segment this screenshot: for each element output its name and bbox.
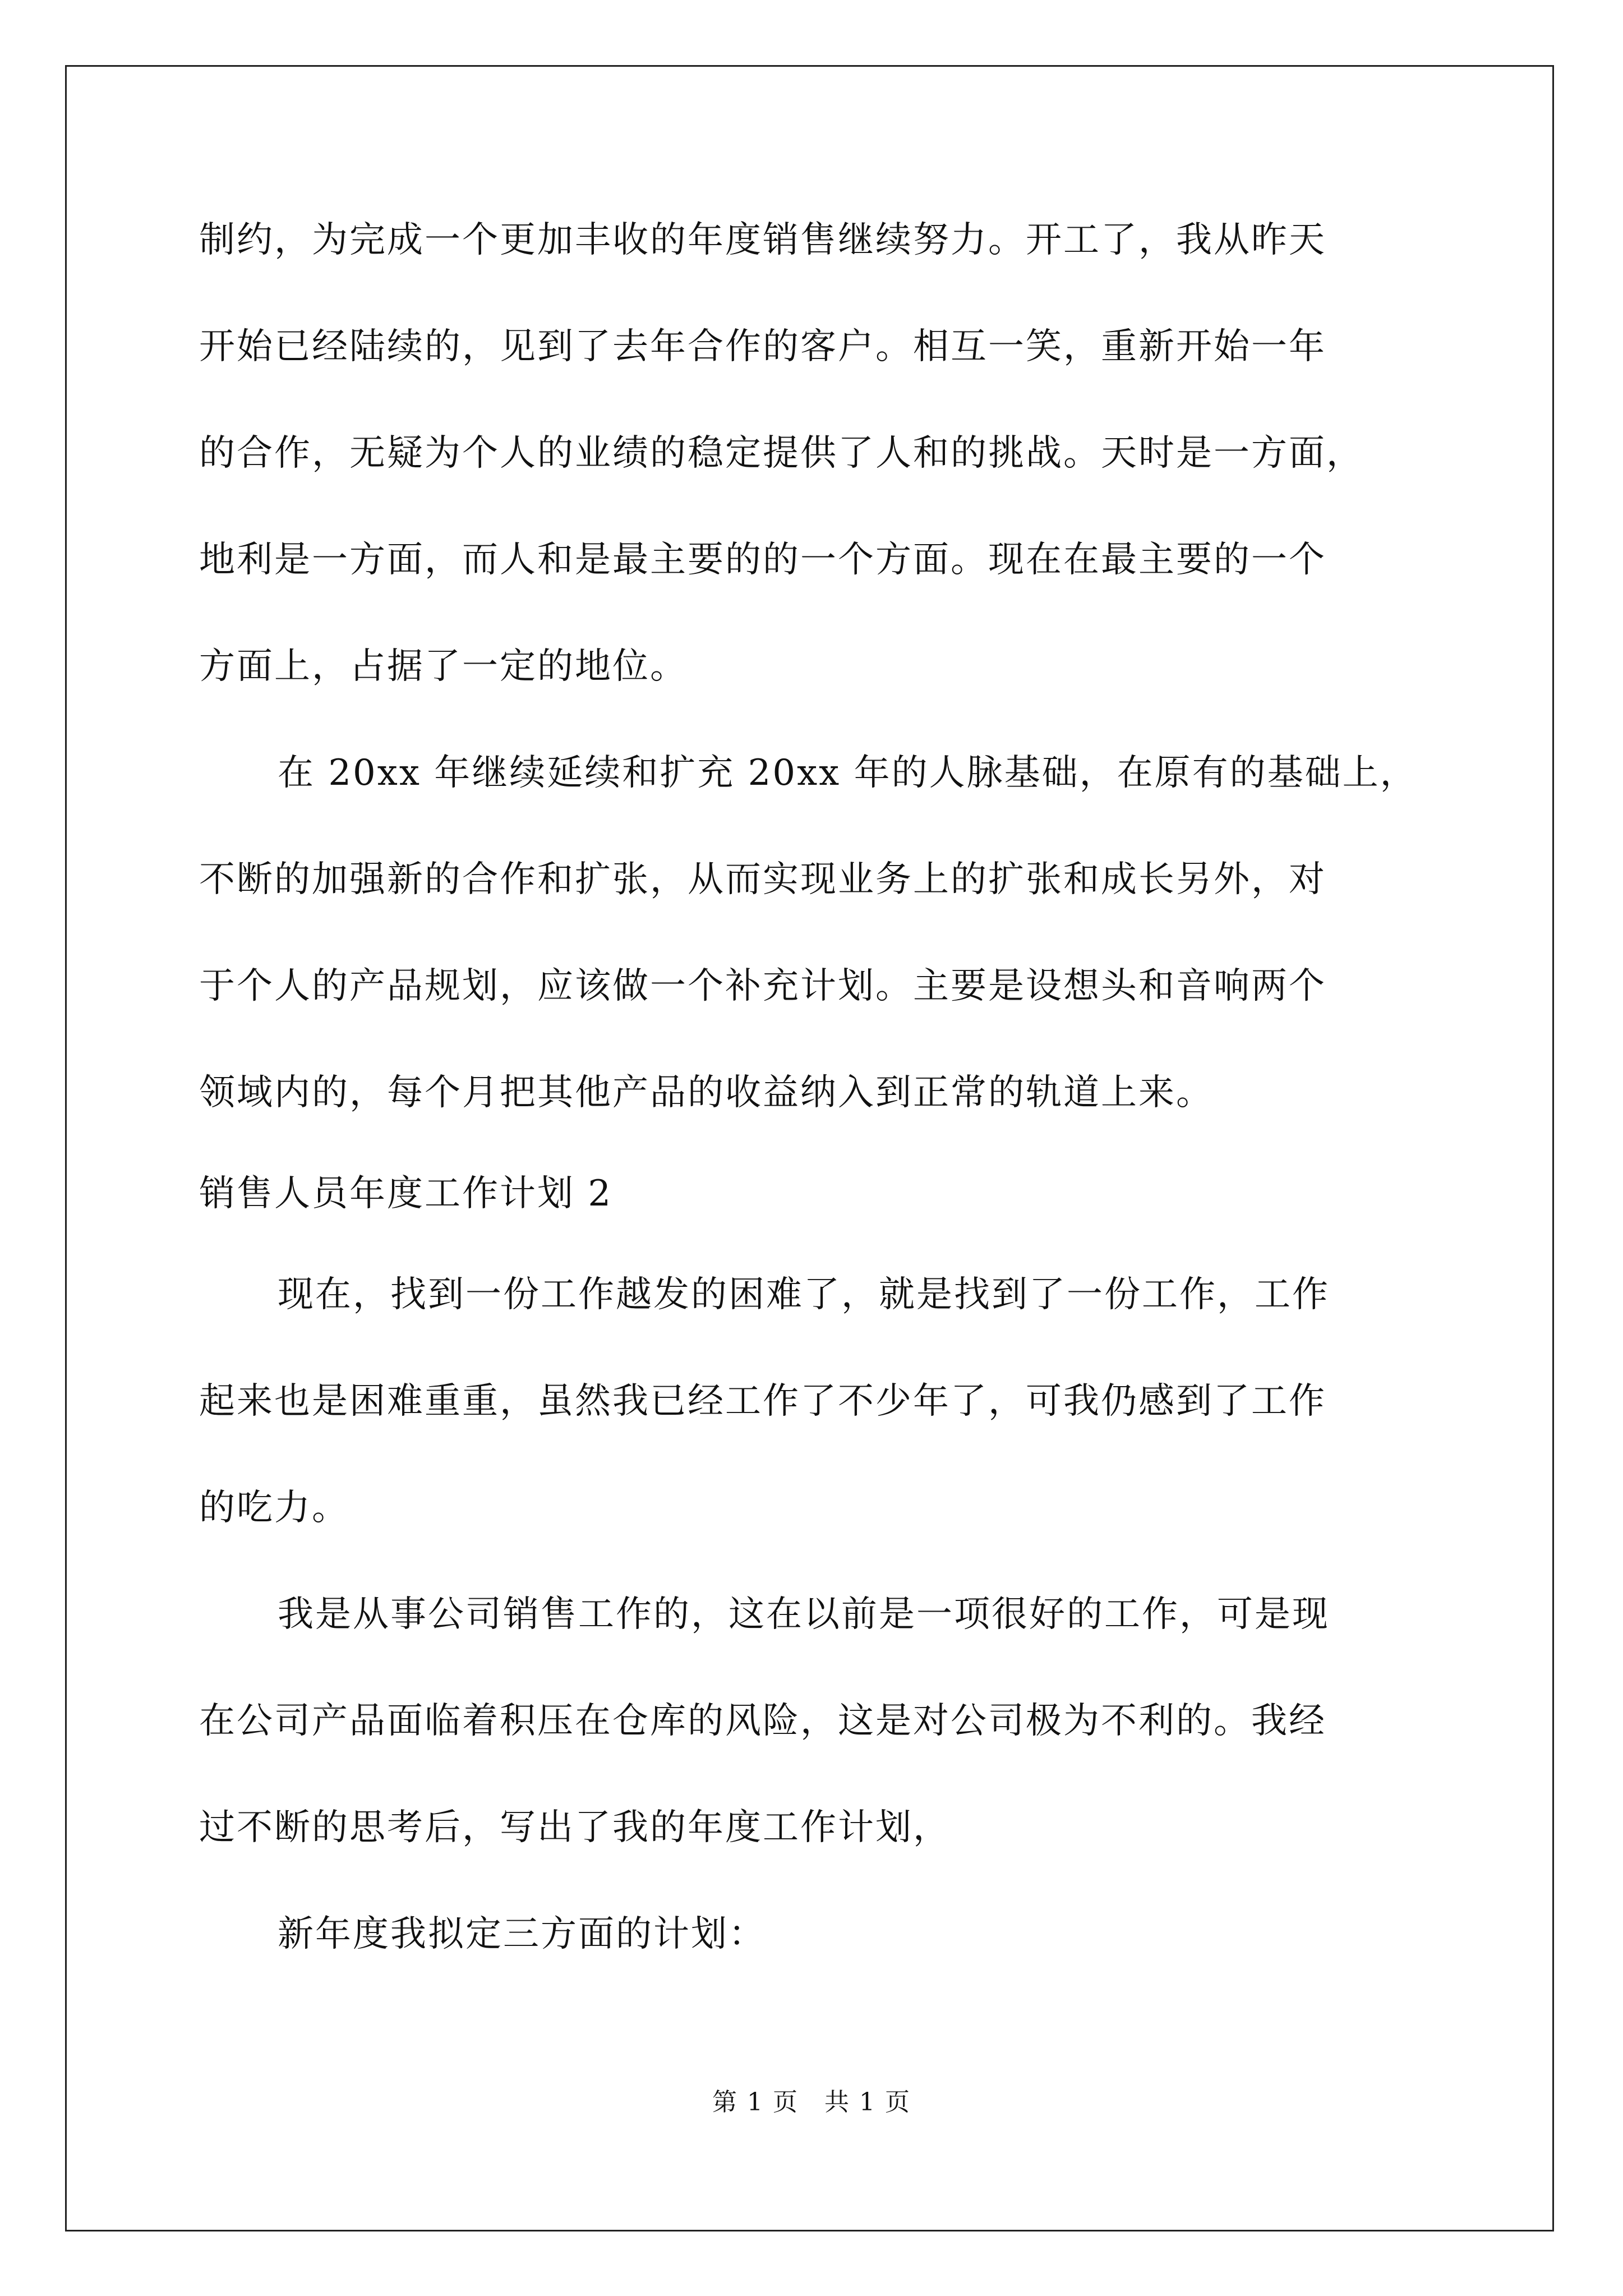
paragraph-line: 现在，找到一份工作越发的困难了，就是找到了一份工作，工作 <box>278 1274 1330 1315</box>
page-number-footer: 第 1 页 共 1 页 <box>712 2088 911 2116</box>
paragraph-line: 领域内的，每个月把其他产品的收益纳入到正常的轨道上来。 <box>199 1072 1214 1114</box>
paragraph-line: 的合作，无疑为个人的业绩的稳定提供了人和的挑战。天时是一方面， <box>199 432 1364 474</box>
page-border <box>65 65 1554 2231</box>
paragraph-line: 开始已经陆续的，见到了去年合作的客户。相互一笑，重新开始一年 <box>199 326 1326 367</box>
paragraph-line: 起来也是困难重重，虽然我已经工作了不少年了，可我仍感到了工作 <box>199 1381 1326 1422</box>
paragraph-line: 我是从事公司销售工作的，这在以前是一项很好的工作，可是现 <box>278 1594 1330 1635</box>
paragraph-line: 新年度我拟定三方面的计划： <box>278 1913 766 1955</box>
paragraph-line: 过不断的思考后，写出了我的年度工作计划， <box>199 1807 951 1848</box>
paragraph-line: 方面上，占据了一定的地位。 <box>199 646 688 687</box>
section-heading: 销售人员年度工作计划 2 <box>199 1173 613 1214</box>
paragraph-line: 的吃力。 <box>199 1487 349 1529</box>
paragraph-line: 在公司产品面临着积压在仓库的风险，这是对公司极为不利的。我经 <box>199 1700 1326 1742</box>
paragraph-line: 于个人的产品规划，应该做一个补充计划。主要是设想头和音响两个 <box>199 965 1326 1007</box>
paragraph-line: 不断的加强新的合作和扩张，从而实现业务上的扩张和成长另外，对 <box>199 859 1326 900</box>
paragraph-line: 在 20xx 年继续延续和扩充 20xx 年的人脉基础，在原有的基础上， <box>278 752 1418 794</box>
paragraph-line: 制约，为完成一个更加丰收的年度销售继续努力。开工了，我从昨天 <box>199 219 1326 261</box>
paragraph-line: 地利是一方面，而人和是最主要的的一个方面。现在在最主要的一个 <box>199 539 1326 581</box>
